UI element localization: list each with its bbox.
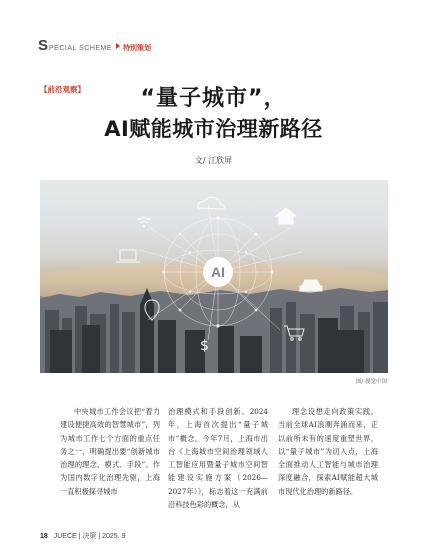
header-initial-letter: S (38, 37, 49, 54)
city-illustration (40, 180, 388, 373)
body-column-3: 理念设想走向政策实践。当前全球AI浪潮奔涌而来，正以前所未有的速度重塑世界，以“量子城市”为切入点，上海全面推动人工智能与城市治理深度融合，探索AI赋能超大城市现代化治理的新路径。 (278, 407, 378, 496)
ai-badge-label: AI (211, 264, 225, 280)
laptop-icon (116, 250, 140, 262)
home-icon (276, 208, 296, 224)
photo-credit: 图/ 视觉中国 (355, 379, 387, 385)
smart-city-photo (40, 180, 388, 373)
page-footer (40, 531, 125, 541)
magazine-issue: JUECE | 决策 | 2025. 9 (53, 533, 126, 540)
body-column-1: 中央城市工作会议把“着力建设便捷高效的智慧城市”，列为城市工作七个方面的重点任务之一，明确提出要“创新城市治理的理念、模式、手段”。作为国内数字化治理先驱，上海一直积极探寻城市 (60, 407, 160, 496)
column-tag: 【前沿观察】 (40, 85, 85, 94)
article-title-line-1: “量子城市”， (140, 86, 287, 111)
arrow-right-icon (116, 43, 120, 49)
header-section-name: 特别策划 (123, 45, 152, 52)
article-title-line-2: AI赋能城市治理新路径 (104, 117, 323, 141)
section-header (38, 38, 151, 53)
dollar-icon: $ (200, 338, 209, 354)
header-scheme-text: PECIAL SCHEME (49, 45, 113, 52)
body-column-2: 治理模式和手段创新。2024年，上海首次提出“量子城市”概念。今年7月，上海市出台《上海城市空间治理领域人工智能应用暨量子城市空间智能建设实施方案（2026—2027年）》，标志着这一充满前沿科技色彩的概念，从 (168, 407, 268, 510)
page-number: 18 (40, 533, 48, 540)
cloud-icon (198, 197, 224, 209)
author-byline: 文/ 江欣屏 (194, 156, 233, 165)
wifi-icon (138, 218, 150, 227)
